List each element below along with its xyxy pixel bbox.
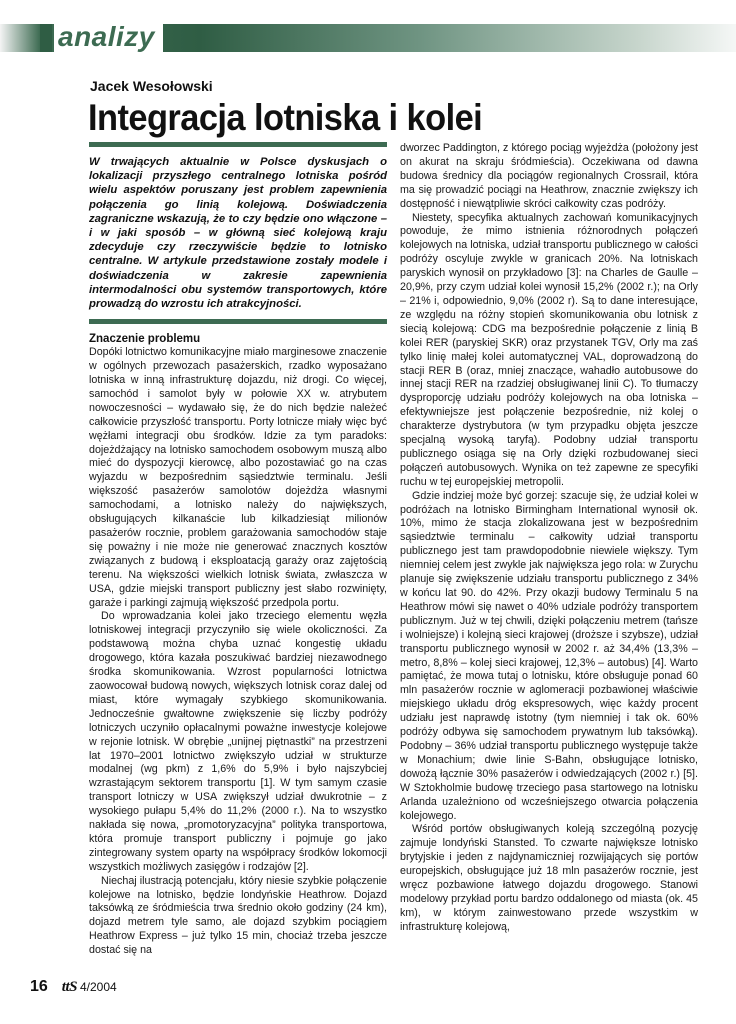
body-paragraph: Niestety, specyfika aktualnych zachowań komunikacyjnych powoduje, że mimo istnienia różnorodnych połączeń kolejowych na lotniska, udział transportu publicznego w całości podróży oscyluje zwykle w granicach 20%. Na lotniskach paryskich wynosił on przykładowo [3]: na Charles de Gaulle – 20,9%, przy czym udział kolei wynosił 15,2% (2002 r.); na Orly – 21% i, odpowiednio, 9,0% (2002 r). Są to dane interesujące, ze względu na różny stopień skomunikowania obu lotnisk z siecią kolejową: CDG ma bezpośrednie połączenie z linią B kolei RER (paryskiej SKR) oraz przystanek TGV, Orly ma zaś tylko linię małej kolei automatycznej VAL, doprowadzoną do stacji RER B (oraz, mniej znaczące, wahadło autobusowe do innej stacji RER na rzadziej obsługiwanej linii C). To tłumaczy dysproporcję udziału podróży kolejowych na oba lotniska – efektywniejsze jest połączenie bezpośrednie, niż kolej o charakterze dystrybutora (w tym przypadku objęta jeszcze specjalną wysoką taryfą). Podobny udział transportu publicznego osiąga się na Orly dzięki rozbudowanej sieci połączeń autobusowych. Wynika on też zapewne ze specyfiki ruchu w tej europejskiej metropolii.	[400, 211, 698, 488]
article-lead: W trwających aktualnie w Polsce dyskusjach o lokalizacji przyszłego centralnego lotniska pośród wielu aspektów poruszany jest problem zapewnienia połączenia go linią kolejową. Doświadczenia zagraniczne wskazują, że to czy będzie ono włączone – i w jaki sposób – w główną sieć kolejową kraju zdecyduje czy rzeczywiście będzie to lotnisko centralne. W artykule przedstawione zostały modele i doświadczenia w zakresie zapewnienia intermodalności obu systemów transportowych, które prowadzą do wzrostu ich atrakcyjności.	[89, 156, 387, 311]
page-footer	[30, 978, 117, 1000]
section-heading: Znaczenie problemu	[89, 333, 201, 346]
journal-logo: ttS	[61, 979, 77, 995]
body-paragraph: Dopóki lotnictwo komunikacyjne miało marginesowe znaczenie w ogólnych przewozach pasażerskich, rzadko wyposażano lotniska w inną infrastrukturę dojazdu, niż drogi. Co więcej, samochód i samolot były w połowie XX w. atrybutem nowoczesności – wydawało się, że do nich będzie należeć całkowicie przyszłość transportu. Porty lotnicze miały więc być wężłami integracji obu środków. Idzie za tym paradoks: dojeżdżający na lotnisko samochodem osobowym muszą albo mieć do dyspozycji kierowcę, albo pozostawiać go na czas wyjazdu w bezpośrednim sąsiedztwie terminalu. Jeśli większość pasażerów samolotów dojeżdża własnymi samochodami, a lotnisko należy do największych, obsługujących kilkanaście lub kilkadziesiąt milionów pasażerów rocznie, problem garażowania samochodów staje się poważny i nie może nie generować znacznych kosztów związanych z budową i eksploatacją garaży oraz zajętością terenu. Na większości wielkich lotnisk świata, zwłaszcza w USA, gdzie miejski transport publiczny jest słabo rozwinięty, garaże i parkingi zajmują większość przedpola portu.	[89, 346, 387, 609]
body-paragraph: Do wprowadzania kolei jako trzeciego elementu węzła lotniskowej integracji przyczyniło się wiele okoliczności. Za podstawową można chyba uznać kongestię układu drogowego, która kazała poszukiwać bardziej niezawodnego środka skomunikowania. Wzrost popularności lotnictwa zaowocował budową nowych, większych lotnisk coraz dalej od miast, które wymagały szybkiego skomunikowania. Jednocześnie gwałtowne zwiększenie się liczby podróży lotniczych uczyniło opłacalnymi poważne inwestycje kolejowe w rejonie lotnisk. W obrębie „unijnej piętnastki” na przestrzeni lat 1970–2001 lotnictwo zwiększyło udział w strukturze modalnej (wg pkm) z 1,6% do 5,9% i było najszybciej wzrastającym sektorem transportu [1]. W tym samym czasie transport lotniczy w USA zwiększył udział dwukrotnie – z wysokiego pułapu 5,4% do 11,2% (2000 r.). Na to wszystko nakłada się nowa, „promotoryzacyjna” polityka transportowa, która promuje transport publiczny i pojmuje go jako zintegrowany system oparty na współpracy środków lokomocji wszystkich możliwych zasięgów i rodzajów [2].	[89, 610, 387, 873]
right-column	[400, 142, 698, 935]
body-paragraph: Niechaj ilustracją potencjału, który niesie szybkie połączenie kolejowe na lotnisko, będzie londyńskie Heathrow. Dojazd taksówką ze śródmieścia trwa średnio około godziny (24 km), dojazd metrem tyle samo, ale dojazd szybkim pociągiem Heathrow Express – już tylko 15 min, chociaż trzeba jeszcze dostać się na	[89, 874, 387, 957]
header-accent-block	[40, 24, 52, 52]
body-paragraph: Gdzie indziej może być gorzej: szacuje się, że udział kolei w podróżach na lotnisko Birmingham International wynosił ok. 10%, mimo że stacja zlokalizowana jest w bezpośrednim sąsiedztwie terminalu – całkowity udział transportu publicznego jest tam prawdopodobnie niewiele większy. Tym niemniej celem jest zwykle jak największa jego rola: w Zurychu planuje się zwiększenie udziału transportu publicznego z 34% w końcu lat 90. do 42%. Przy okazji budowy Terminalu 5 na Heathrow mówi się nawet o 40% udziale podróży transportem publicznym. Już w tej chwili, dzięki połączeniu metrem (tańsze i wolniejsze) i kolejną sieci krajowej (droższe i szybsze), udział transportu publicznego wynosił w 2002 r. aż 34,4% (13,3% – metro, 8,8% – kolej sieci krajowej, 12,3% – autobus) [4]. Warto pamiętać, że mowa tutaj o lotnisku, które obsługuje ponad 60 mln pasażerów rocznie w aglomeracji pozbawionej właściwie miejskiego układu dróg ekspresowych, więc każdy procent udziału jest naprawdę istotny (tym niemniej i tak ok. 60% podróży odbywa się samochodem prywatnym lub taksówką). Podobny – 36% udział transportu publicznego występuje także w Monachium; dwie linie S-Bahn, obsługujące lotnisko, dowożą łącznie 30% pasażerów i odwiedzających (2002 r.) [5]. W Sztokholmie budowę trzeciego pasa startowego na lotnisku Arlanda uzależniono od wcześniejszego otwarcia połączenia kolejowego.	[400, 489, 698, 822]
section-label: analizy	[54, 22, 163, 52]
lead-top-rule	[89, 142, 387, 147]
page-number: 16	[30, 978, 48, 995]
body-paragraph: dworzec Paddington, z którego pociąg wyjeżdża (położony jest on akurat na skraju śródmieścia). Oczekiwana od dawna budowa średnicy dla pociągów regionalnych Crossrail, która ma się prowadzić pociągi na Heathrow, znacznie zwiększy ich dostępność i niewątpliwie skróci całkowity czas podróży.	[400, 142, 698, 210]
article-author: Jacek Wesołowski	[90, 78, 213, 94]
body-paragraph: Wśród portów obsługiwanych koleją szczególną pozycję zajmuje londyński Stansted. To czwarte największe lotnisko brytyjskie i jeden z najdynamiczniej rozwijających się portów europejskich, obsługujące już 18 mln pasażerów rocznie, jest wręcz pozbawione łatwego dojazdu drogowego. Stanowi modelowy przykład portu bardzo oddalonego od miasta (ok. 45 km), w którym zainwestowano przede wszystkim w infrastrukturę kolejową,	[400, 823, 698, 933]
issue-number: 4/2004	[79, 980, 117, 994]
left-column	[89, 142, 387, 958]
article-title: Integracja lotniska i kolei	[88, 97, 483, 138]
lead-bottom-rule	[89, 319, 387, 324]
journal-issue	[62, 979, 117, 996]
